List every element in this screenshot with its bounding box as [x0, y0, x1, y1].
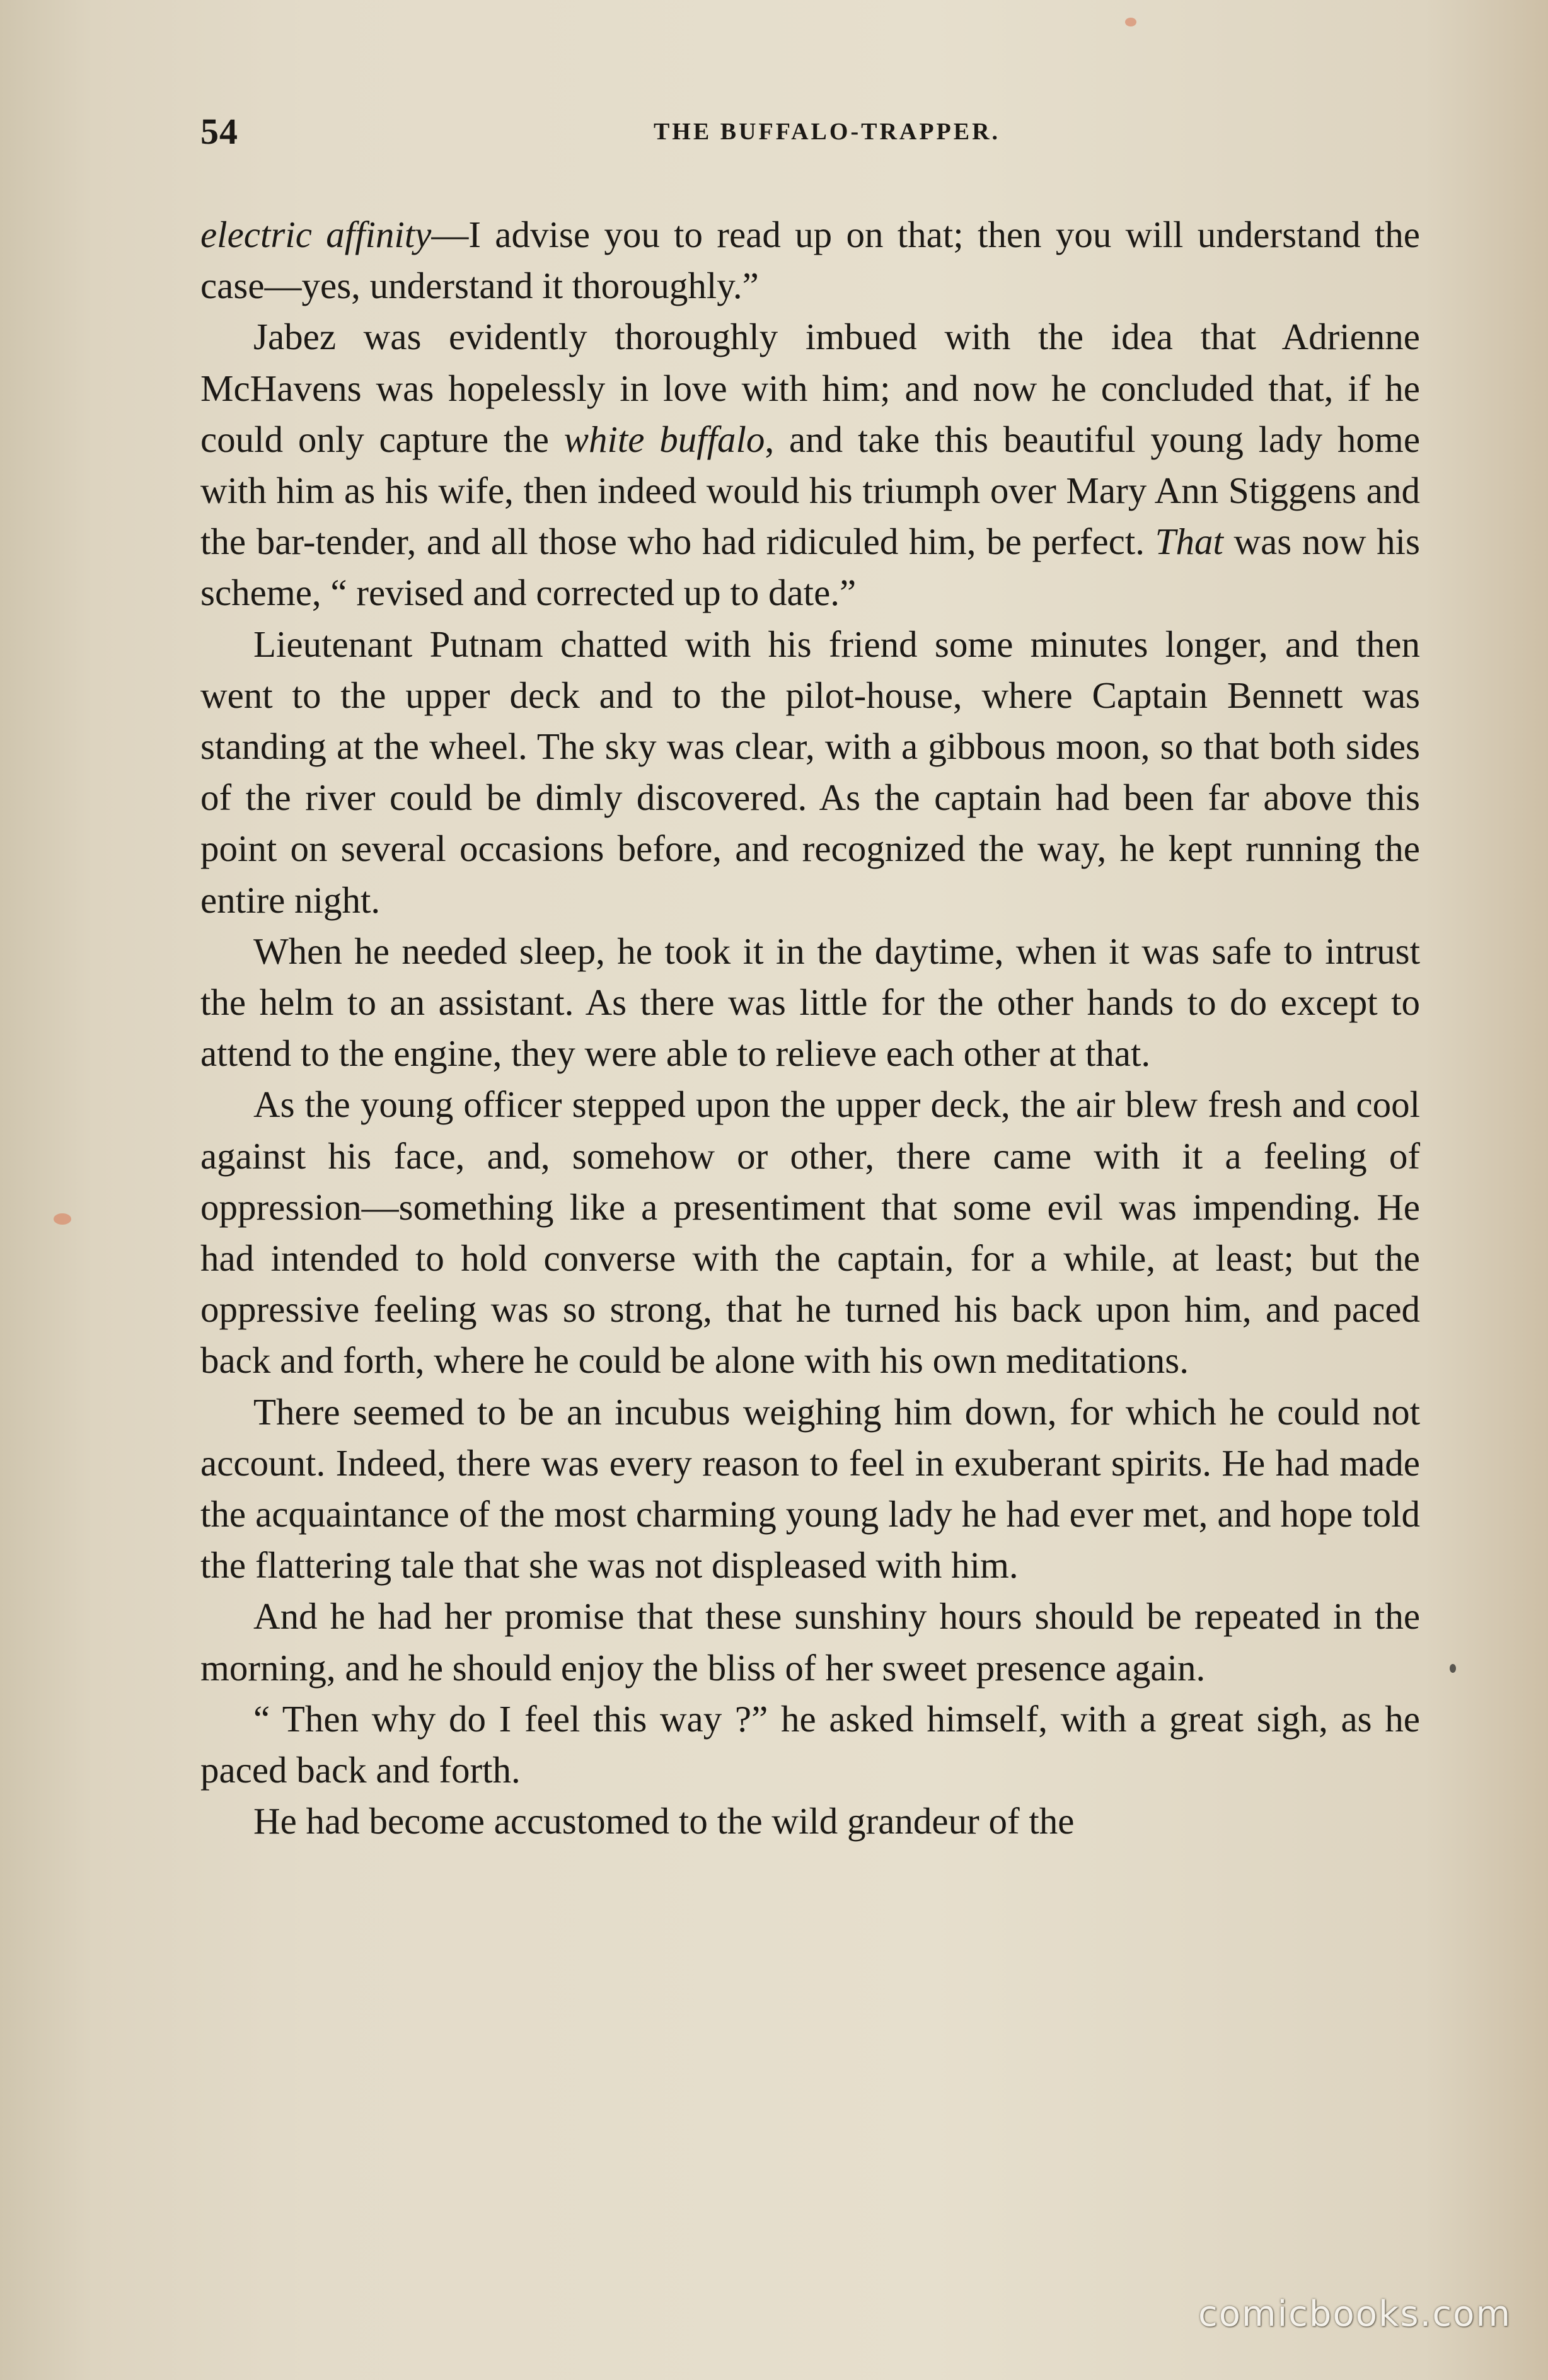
- paragraph: And he had her promise that these sunshiny hours should be repeated in the morning, and he should enjoy the bliss of her sweet presence again.: [200, 1595, 1420, 1689]
- paragraph: Lieutenant Putnam chatted with his friend some minutes longer, and then went to the upper deck and to the pilot-house, where Captain Bennett was standing at the wheel. The sky was clear, with a gibbous moon, so that both sides of the river could be dimly discovered. As the captain had been far above this point on several occasions before, and recognized the way, he kept running the entire night.: [200, 623, 1420, 921]
- paragraph: [200, 311, 1420, 618]
- paragraph-text: —I advise you to read up on that; then you will understand the case—yes, understand it thoroughly.”: [200, 214, 1420, 307]
- body-text: [200, 209, 1420, 1847]
- page-header: [200, 110, 1453, 161]
- paragraph-text: , and take this beautiful young lady home with him as his wife, then indeed would his triumph over Mary Ann Stiggens and the bar-tender, and all those who had ridiculed him, be perfect.: [200, 418, 1421, 563]
- paper-speck: [54, 1213, 71, 1225]
- watermark: comicbooks.com: [1198, 2294, 1511, 2335]
- italic-phrase: That: [1155, 521, 1223, 563]
- page-number: 54: [200, 111, 238, 152]
- paragraph-text: Jabez was evidently thoroughly imbued with the idea that Adrienne McHavens was hopelessly in love with him; and now he concluded that, if he could only capture the: [200, 316, 1420, 460]
- paper-speck: [1450, 1664, 1456, 1673]
- paragraph: He had become accustomed to the wild grandeur of the: [253, 1800, 1075, 1842]
- running-head: THE BUFFALO-TRAPPER.: [653, 118, 1001, 145]
- paragraph: As the young officer stepped upon the upper deck, the air blew fresh and cool against his face, and, somehow or other, there came with it a feeling of oppression—something like a presentiment that some evil was impending. He had intended to hold converse with the captain, for a while, at least; but the oppressive feeling was so strong, that he turned his back upon him, and paced back and forth, where he could be alone with his own meditations.: [200, 1083, 1420, 1382]
- paragraph: When he needed sleep, he took it in the daytime, when it was safe to intrust the helm to an assistant. As there was little for the other hands to do except to attend to the engine, they were able to relieve each other at that.: [200, 930, 1420, 1075]
- paragraph-text: was now his scheme, “ revised and corrected up to date.”: [200, 521, 1420, 614]
- paragraph: There seemed to be an incubus weighing him down, for which he could not account. Indeed, there was every reason to feel in exuberant spirits. He had made the acquaintance of the most charming young lady he had ever met, and hope told the flattering tale that she was not displeased with him.: [200, 1390, 1420, 1586]
- paragraph: “ Then why do I feel this way ?” he asked himself, with a great sigh, as he paced back and forth.: [200, 1697, 1420, 1791]
- italic-phrase: white buffalo: [563, 418, 765, 460]
- italic-phrase: electric affinity: [200, 214, 432, 255]
- paragraph: [200, 209, 1420, 311]
- paper-speck: [1125, 18, 1136, 26]
